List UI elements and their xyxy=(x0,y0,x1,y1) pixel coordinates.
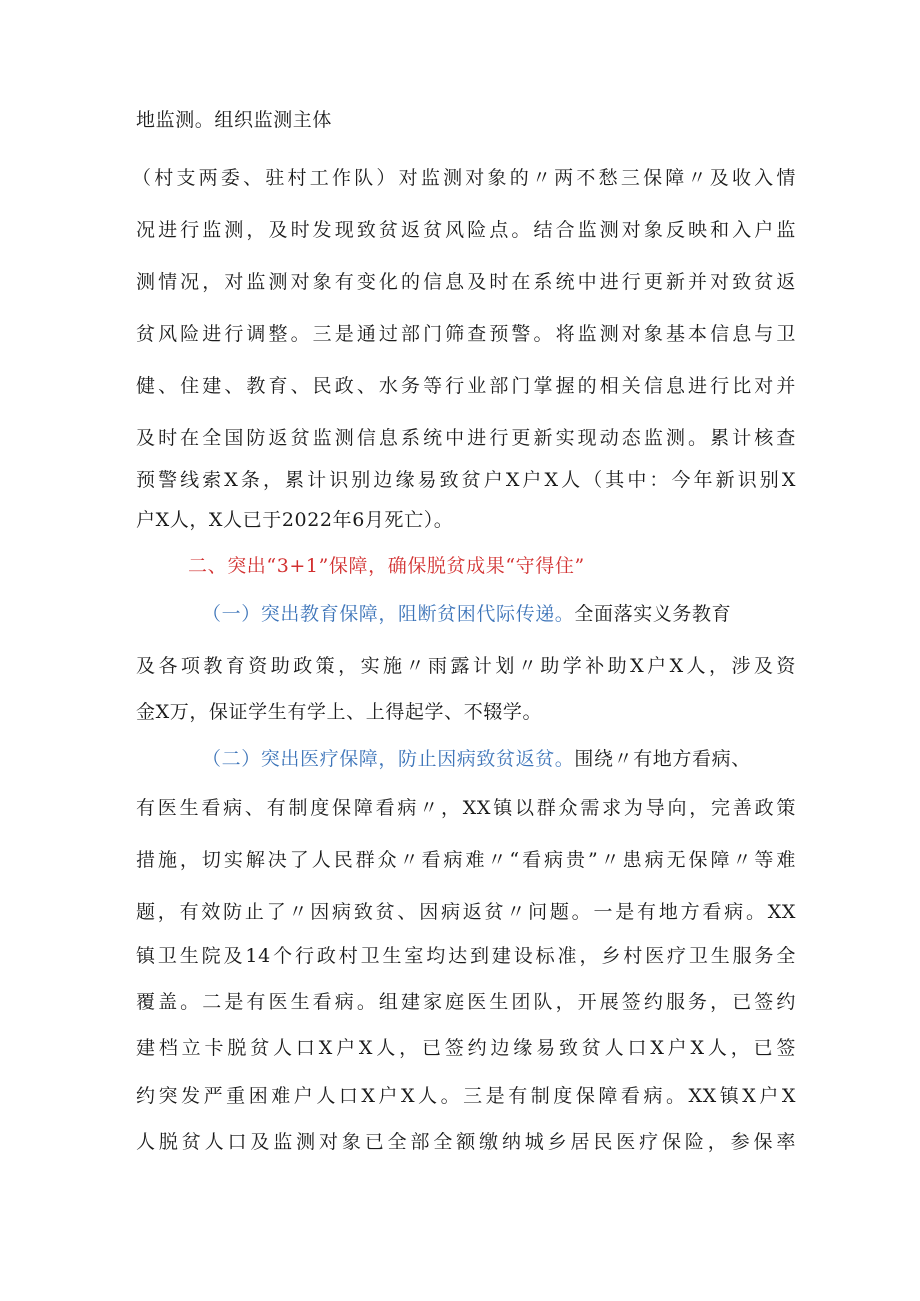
text-line: 约突发严重困难户人口X户X人。三是有制度保障看病。XX镇X户X xyxy=(136,1085,796,1107)
text-line: 贫风险进行调整。三是通过部门筛查预警。将监测对象基本信息与卫 xyxy=(136,323,796,345)
subsection-heading: （二）突出医疗保障，防止因病致贫返贫。 xyxy=(202,748,575,770)
text-line: 镇卫生院及14个行政村卫生室均达到建设标准，乡村医疗卫生服务全 xyxy=(136,945,796,967)
text-line: 措施，切实解决了人民群众〃看病难〃“看病贵”〃患病无保障〃等难 xyxy=(136,849,796,871)
text-line: 健、住建、教育、民政、水务等行业部门掌握的相关信息进行比对并 xyxy=(136,375,796,397)
text-line: 建档立卡脱贫人口X户X人，已签约边缘易致贫人口X户X人，已签 xyxy=(136,1037,796,1059)
text-line: 有医生看病、有制度保障看病〃，XX镇以群众需求为导向，完善政策 xyxy=(136,797,796,819)
text-line: （村支两委、驻村工作队）对监测对象的〃两不愁三保障〃及收入情 xyxy=(132,167,796,189)
text-line: 题，有效防止了〃因病致贫、因病返贫〃问题。一是有地方看病。XX xyxy=(136,901,796,923)
text-line: 覆盖。二是有医生看病。组建家庭医生团队，开展签约服务，已签约 xyxy=(136,991,796,1013)
text-run: 围绕〃有地方看病、 xyxy=(574,748,751,770)
text-line: 户X人，X人已于2022年6月死亡）。 xyxy=(136,509,454,531)
text-line: 及各项教育资助政策，实施〃雨露计划〃助学补助X户X人，涉及资 xyxy=(136,655,796,677)
subsection-paragraph-start xyxy=(202,747,751,771)
text-run: 全面落实义务教育 xyxy=(574,603,732,625)
subsection-heading: （一）突出教育保障，阻断贫困代际传递。 xyxy=(202,603,575,625)
section-heading: 二、突出“3+1”保障，确保脱贫成果“守得住” xyxy=(188,555,585,577)
text-line: 金X万，保证学生有学上、上得起学、不辍学。 xyxy=(136,701,543,723)
subsection-paragraph-start xyxy=(202,602,731,626)
text-line: 人脱贫人口及监测对象已全部全额缴纳城乡居民医疗保险，参保率 xyxy=(136,1131,796,1153)
text-line: 测情况，对监测对象有变化的信息及时在系统中进行更新并对致贫返 xyxy=(136,271,796,293)
text-line: 及时在全国防返贫监测信息系统中进行更新实现动态监测。累计核查 xyxy=(136,427,796,449)
text-line: 预警线索X条，累计识别边缘易致贫户X户X人（其中：今年新识别X xyxy=(136,469,796,491)
text-line: 地监测。组织监测主体 xyxy=(136,109,333,131)
text-line: 况进行监测，及时发现致贫返贫风险点。结合监测对象反映和入户监 xyxy=(136,219,796,241)
